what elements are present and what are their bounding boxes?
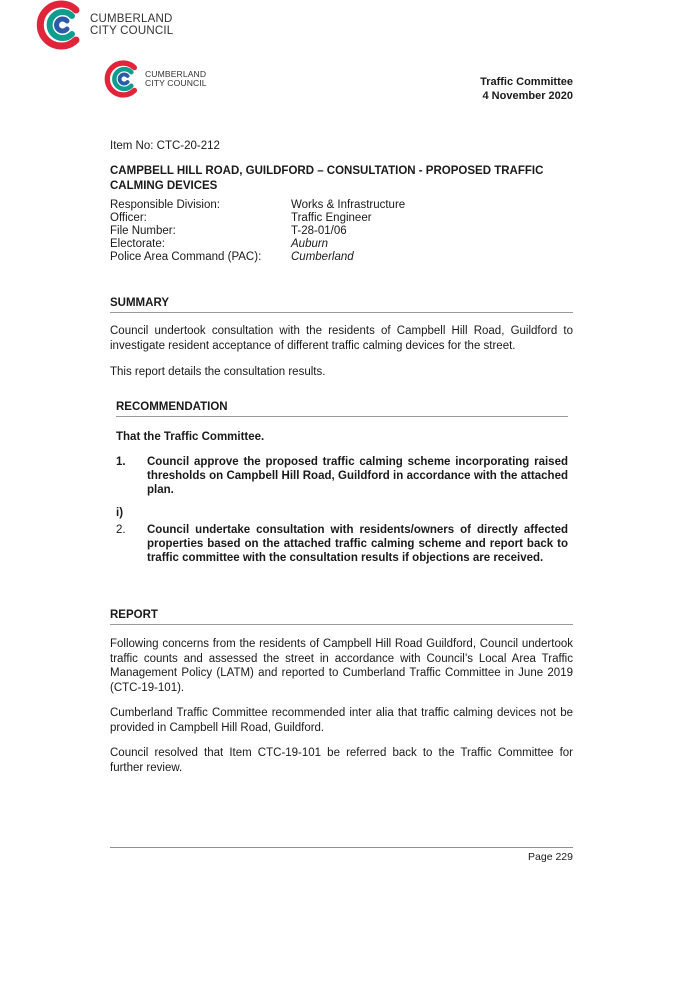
summary-paragraph-1: Council undertook consultation with the residents of Campbell Hill Road, Guildford to investigate resident acceptance of different traffic calming devices for the street. bbox=[110, 325, 573, 352]
meeting-date: 4 November 2020 bbox=[482, 89, 573, 102]
report-paragraph-3: Council resolved that Item CTC-19-101 be referred back to the Traffic Committee for further review. bbox=[110, 747, 573, 774]
logo-line-1: CUMBERLAND bbox=[90, 12, 173, 25]
logo-small-wordmark bbox=[145, 70, 207, 88]
summary-paragraph-2: This report details the consultation results. bbox=[110, 366, 326, 378]
meta-value: Cumberland bbox=[291, 251, 354, 263]
meta-label: Responsible Division: bbox=[110, 199, 220, 211]
recommendation-item-text: Council undertake consultation with residents/owners of directly affected properties based on the attached traffic calming scheme and report back to traffic committee with the consultation results if objections are received. bbox=[147, 524, 568, 564]
page-number: Page 229 bbox=[528, 851, 573, 863]
report-title bbox=[110, 164, 580, 193]
report-paragraph-1: Following concerns from the residents of Campbell Hill Road Guildford, Council undertook traffic counts and assessed the street in accordance with Council’s Local Area Traffic Management Policy (LATM) and reported to Cumberland Traffic Committee in June 2019 (CTC-19-101). bbox=[110, 638, 573, 694]
recommendation-heading: RECOMMENDATION bbox=[116, 401, 568, 417]
footer-divider bbox=[110, 847, 573, 848]
meta-value: Traffic Engineer bbox=[291, 212, 372, 224]
meta-value: Works & Infrastructure bbox=[291, 199, 406, 211]
recommendation-intro: That the Traffic Committee. bbox=[116, 431, 265, 443]
logo-line-2: CITY COUNCIL bbox=[90, 25, 174, 37]
meta-row bbox=[110, 238, 405, 251]
title-line-1: CAMPBELL HILL ROAD, GUILDFORD – CONSULTATION - PROPOSED TRAFFIC bbox=[110, 165, 544, 177]
document-header bbox=[480, 76, 573, 103]
title-line-2: CALMING DEVICES bbox=[110, 179, 218, 192]
meta-row bbox=[110, 199, 405, 212]
committee-name: Traffic Committee bbox=[480, 76, 573, 88]
recommendation-item-1 bbox=[116, 456, 568, 497]
meta-row bbox=[110, 225, 405, 238]
logo-small-line-2: CITY COUNCIL bbox=[145, 78, 207, 88]
council-logo-mark-icon bbox=[36, 0, 86, 50]
recommendation-item-2 bbox=[116, 524, 568, 565]
meta-label: Officer: bbox=[110, 212, 147, 224]
logo-small-line-1: CUMBERLAND bbox=[145, 68, 207, 79]
recommendation-item-text: Council approve the proposed traffic calming scheme incorporating raised thresholds on Campbell Hill Road, Guildford in accordance with the attached plan. bbox=[147, 456, 568, 496]
recommendation-item-number: 1. bbox=[116, 456, 126, 468]
summary-heading: SUMMARY bbox=[110, 297, 573, 313]
meta-label: File Number: bbox=[110, 225, 176, 237]
report-paragraph-2: Cumberland Traffic Committee recommended inter alia that traffic calming devices not be provided in Campbell Hill Road, Guildford. bbox=[110, 707, 573, 734]
council-logo-small bbox=[104, 60, 207, 98]
council-logo-small-mark-icon bbox=[104, 60, 142, 98]
council-logo-large bbox=[36, 0, 173, 50]
recommendation-stray-marker: i) bbox=[116, 507, 124, 519]
item-number: Item No: CTC-20-212 bbox=[110, 140, 220, 152]
meta-row bbox=[110, 212, 405, 225]
meta-label: Police Area Command (PAC): bbox=[110, 251, 262, 263]
report-metadata bbox=[110, 199, 405, 264]
logo-wordmark bbox=[90, 13, 173, 37]
meta-row bbox=[110, 251, 405, 264]
recommendation-item-number: 2. bbox=[116, 524, 126, 536]
meta-label: Electorate: bbox=[110, 238, 165, 250]
meta-value: T-28-01/06 bbox=[291, 225, 347, 237]
report-heading: REPORT bbox=[110, 609, 573, 625]
meta-value: Auburn bbox=[291, 238, 329, 250]
